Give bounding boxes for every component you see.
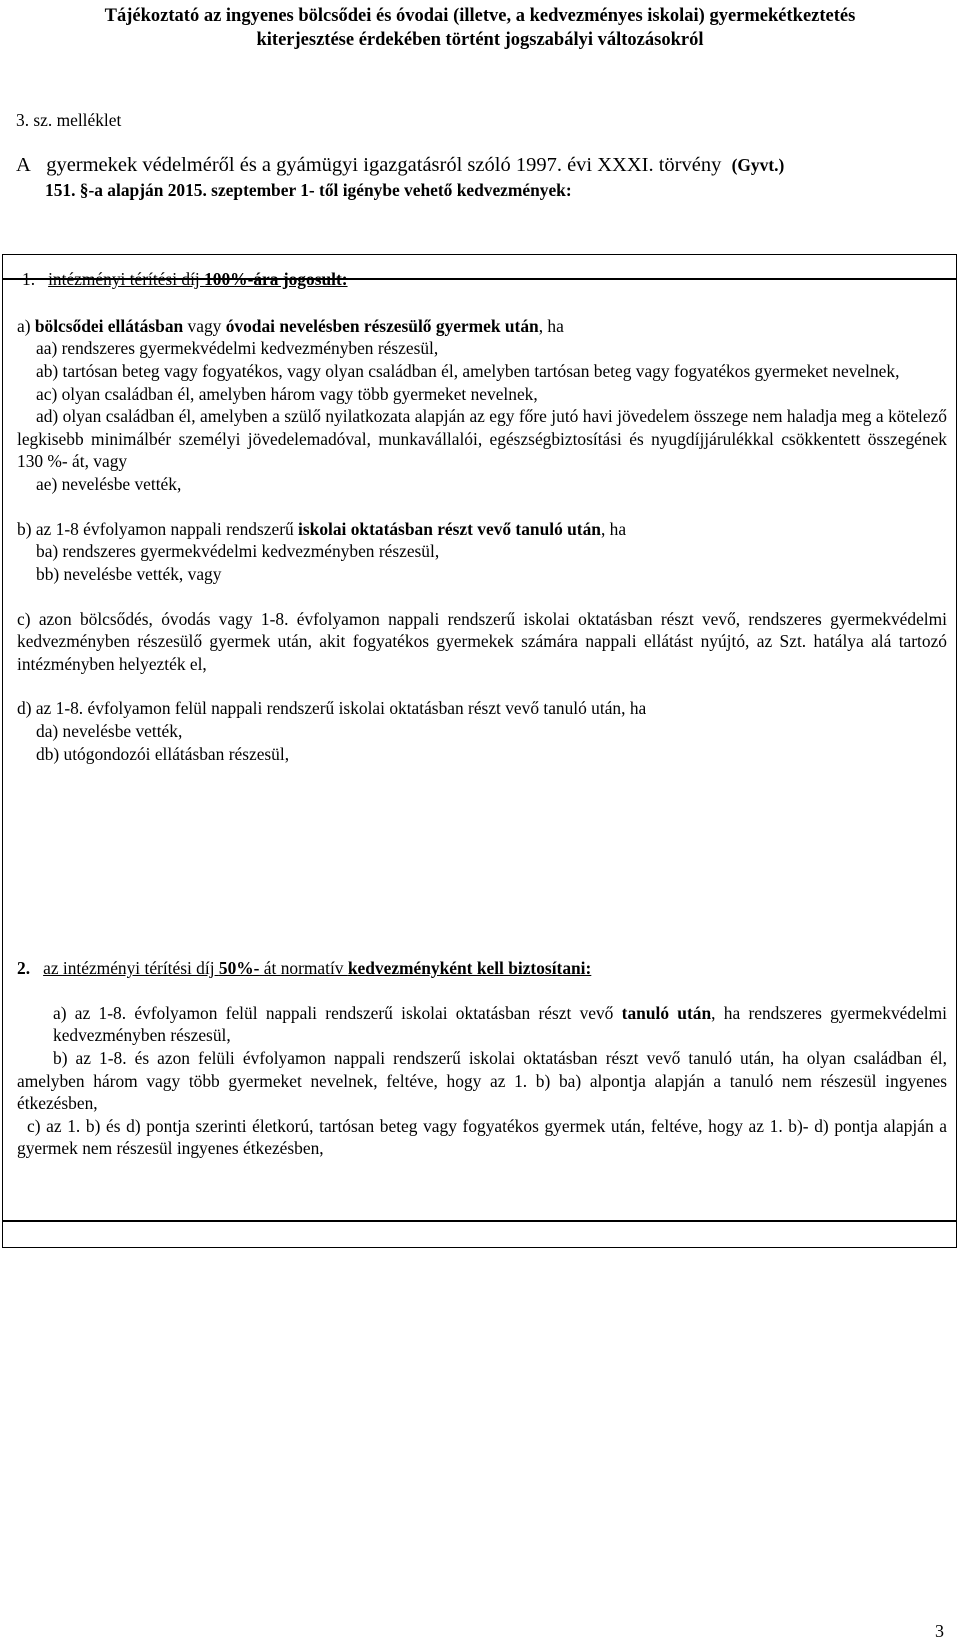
item-a-bold-1: bölcsődei ellátásban <box>34 315 184 336</box>
item-a-end: , ha <box>538 315 564 336</box>
item-a-mid: vagy <box>183 315 226 336</box>
section-2 <box>17 957 947 1160</box>
title-line-2: kiterjesztése érdekében történt jogszabályi változásokról <box>256 30 704 51</box>
section-1-title-bold: 100%-ára jogosult: <box>204 269 348 289</box>
item-b-bold: iskolai oktatásban részt vevő tanuló után <box>298 518 601 539</box>
item-ba: ba) rendszeres gyermekvédelmi kedvezményben részesül, <box>36 541 440 562</box>
item-a-prefix: a) <box>17 315 35 336</box>
item-ab: ab) tartósan beteg vagy fogyatékos, vagy olyan családban él, amelyben tartósan beteg vagy fogyatékos gyermeket nevelnek, <box>36 360 900 381</box>
item-da: da) nevelésbe vették, <box>36 721 183 741</box>
page-number: 3 <box>935 1621 944 1641</box>
item-b-end: , ha <box>600 518 627 539</box>
item-a <box>17 315 947 338</box>
item-2a-end: , ha rendszeres gyermekvédelmi kedvezményben részesül, <box>53 1002 947 1046</box>
section-1-title-pre: intézményi térítési díj <box>48 269 205 289</box>
section-1-title-text <box>48 269 347 289</box>
item-2c: c) az 1. b) és d) pontja szerinti életkorú, tartósan beteg vagy fogyatékos gyermek után, feltéve, hogy az 1. b)- d) pontja alapján a gyermek nem részesül ingyenes étkezésben, <box>17 1115 947 1159</box>
section-2-title-bold-1: 50%- <box>218 958 260 978</box>
section-2-title-text <box>43 958 591 978</box>
item-2b: b) az 1-8. és azon felüli évfolyamon nappali rendszerű iskolai oktatásban részt vevő tanuló után, ha olyan családban él, amelyben három vagy több gyermeket nevelnek, feltéve, hogy az 1. b) ba) alpontja alapján a tanuló nem részesül ingyenes étkezésben, <box>17 1047 947 1114</box>
item-2a <box>17 1002 947 1047</box>
section-2-title <box>17 957 947 980</box>
section-2-title-mid: át normatív <box>259 958 348 978</box>
law-heading <box>16 152 784 179</box>
item-2a-bold: tanuló után <box>621 1002 712 1023</box>
section-2-title-pre: az intézményi térítési díj <box>43 958 219 978</box>
section-1-title <box>22 268 947 291</box>
item-c: c) azon bölcsődés, óvodás vagy 1-8. évfolyamon nappali rendszerű iskolai oktatásban részt vevő, rendszeres gyermekvédelmi kedvezményben részesülő gyermek után, akit fogyatékos gyermekek számára nappali ellátást nyújtó, az Szt. hatálya alá tartozó intézményben helyezték el, <box>17 608 947 674</box>
item-2a-prefix: a) az 1-8. évfolyamon felül nappali rendszerű iskolai oktatásban részt vevő <box>53 1002 622 1023</box>
section-2-title-bold-2: kedvezményként kell biztosítani: <box>347 958 592 978</box>
document-title <box>0 4 960 52</box>
law-abbreviation: (Gyvt.) <box>731 155 785 175</box>
item-d: d) az 1-8. évfolyamon felül nappali rendszerű iskolai oktatásban részt vevő tanuló után, ha <box>17 698 647 719</box>
item-db: db) utógondozói ellátásban részesül, <box>36 743 290 764</box>
law-heading-text: gyermekek védelméről és a gyámügyi igazgatásról szóló 1997. évi XXXI. törvény <box>46 154 722 176</box>
section-heading: 151. §-a alapján 2015. szeptember 1- től igénybe vehető kedvezmények: <box>45 180 572 200</box>
section-1-number: 1. <box>22 269 36 289</box>
table-footer-row <box>2 1220 957 1248</box>
item-b <box>17 518 947 541</box>
law-heading-a: A <box>16 154 31 176</box>
item-ac: ac) olyan családban él, amelyben három vagy több gyermeket nevelnek, <box>36 383 538 404</box>
item-bb: bb) nevelésbe vették, vagy <box>36 563 222 584</box>
item-ad: ad) olyan családban él, amelyben a szülő nyilatkozata alapján az egy főre jutó havi jövedelem összege nem haladja meg a kötelező legkisebb minimálbér személyi jövedelemadóval, munkavállalói, egészségbiztosítási és nyugdíjjárulékkal csökkentett összegének 130 %- át, vagy <box>17 406 947 472</box>
item-a-bold-2: óvodai nevelésben részesülő gyermek után <box>225 315 539 336</box>
title-line-1: Tájékoztató az ingyenes bölcsődei és óvodai (illetve, a kedvezményes iskolai) gyermekétkeztetés <box>104 6 856 26</box>
item-aa: aa) rendszeres gyermekvédelmi kedvezményben részesül, <box>36 338 439 359</box>
item-b-prefix: b) az 1-8 évfolyamon nappali rendszerű <box>17 518 299 539</box>
annex-label: 3. sz. melléklet <box>16 110 122 130</box>
section-1 <box>17 268 947 765</box>
item-ae: ae) nevelésbe vették, <box>36 474 182 494</box>
section-2-number: 2. <box>17 958 31 978</box>
